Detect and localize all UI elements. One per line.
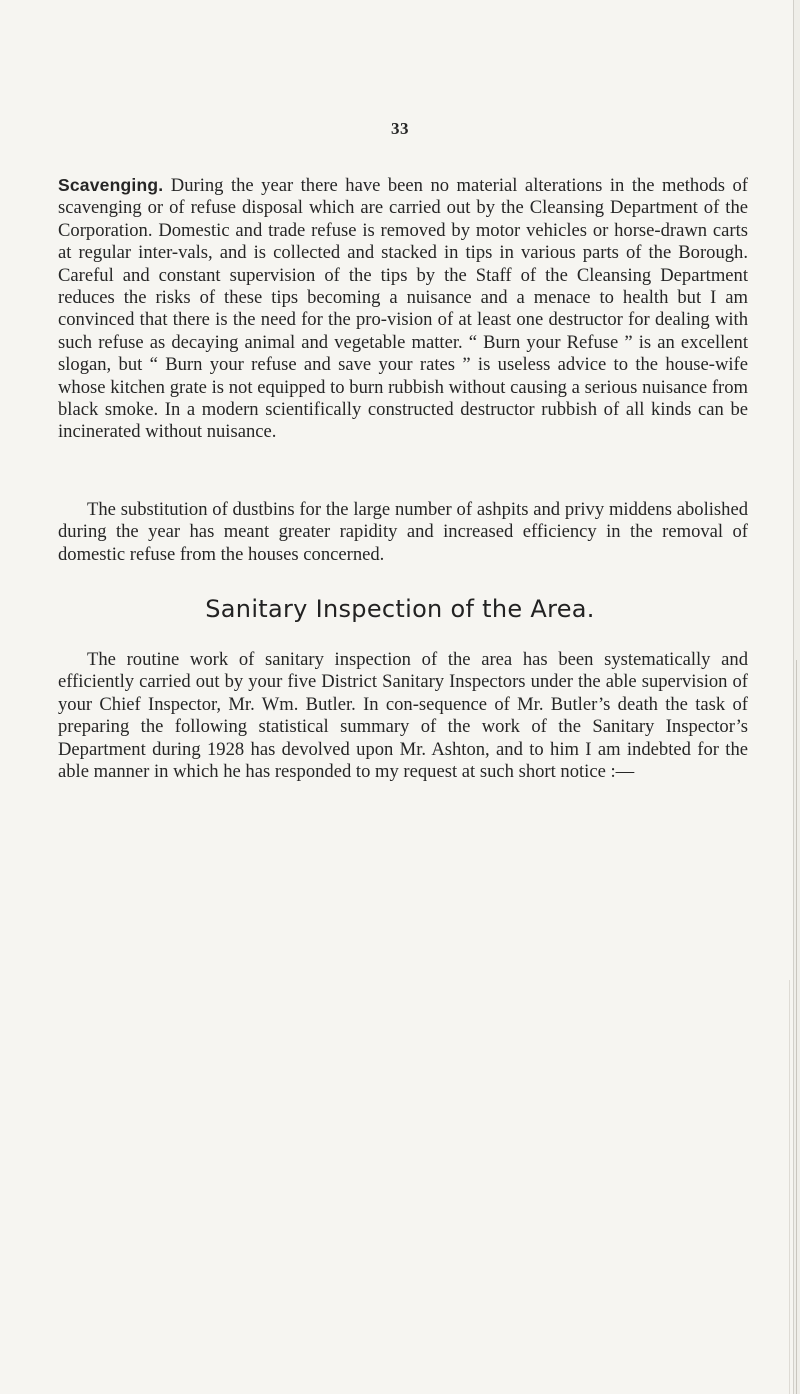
paragraph-text: During the year there have been no material alterations in the methods of scavenging or of refuse disposal which are carried out by the Cleansing Department of the Corporation. Domestic and trade refuse is removed by motor vehicles or horse-drawn carts at regular inter-vals, and is collected and stacked in tips in various parts of the Borough. Careful and constant supervision of the tips by the Staff of the Cleansing Department reduces the risks of these tips becoming a nuisance and a menace to health but I am convinced that there is the need for the pro-vision of at least one destructor for dealing with such refuse as decaying animal and vegetable matter. “ Burn your Refuse ” is an excellent slogan, but “ Burn your refuse and save your rates ” is useless advice to the house-wife whose kitchen grate is not equipped to burn rubbish without causing a serious nuisance from black smoke. In a modern scientifically constructed destructor rubbish of all kinds can be incinerated without nuisance. — [58, 175, 748, 443]
run-in-heading-scavenging: Scavenging. — [58, 175, 164, 195]
page-number: 33 — [391, 119, 409, 138]
page-edge-shade — [794, 0, 800, 1394]
page-edge-line — [793, 0, 794, 1394]
paragraph-sanitary-inspection — [58, 649, 748, 783]
section-heading: Sanitary Inspection of the Area. — [205, 595, 595, 623]
paragraph-text: The substitution of dustbins for the large number of ashpits and privy middens abolished during the year has meant greater rapidity and increased efficiency in the removal of domestic refuse from the houses concerned. — [58, 499, 748, 565]
page-edge-line — [789, 980, 790, 1394]
paragraph-scavenging — [58, 174, 748, 444]
page-edge-line — [796, 660, 797, 1394]
paragraph-text: The routine work of sanitary inspection of the area has been systematically and efficiently carried out by your five District Sanitary Inspectors under the able supervision of your Chief Inspector, Mr. Wm. Butler. In con-sequence of Mr. Butler’s death the task of preparing the following statistical summary of the work of the Sanitary Inspector’s Department during 1928 has devolved upon Mr. Ashton, and to him I am indebted for the able manner in which he has responded to my request at such short notice :— — [58, 649, 748, 783]
paragraph-dustbins — [58, 499, 748, 566]
